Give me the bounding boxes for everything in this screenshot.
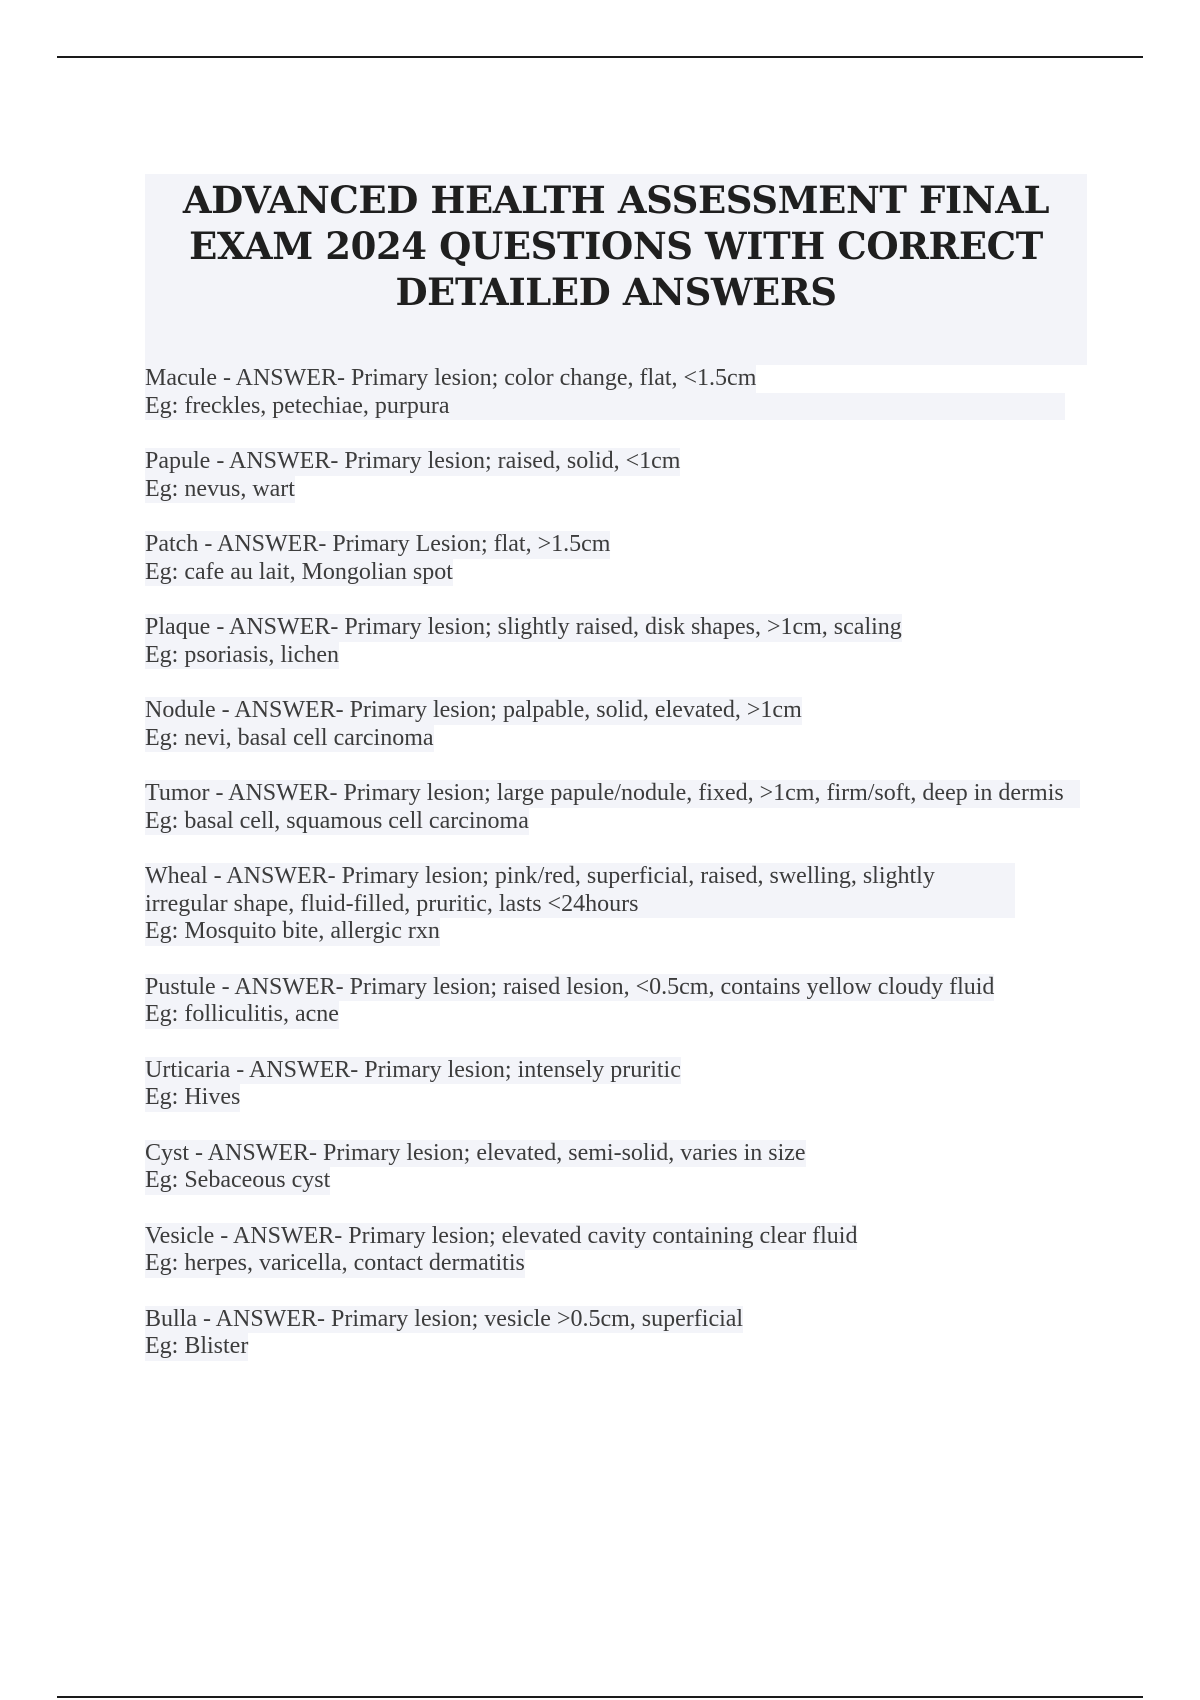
qa-item-bulla [145,1306,1105,1361]
qa-example: Eg: freckles, petechiae, purpura [145,393,1065,421]
qa-question: Urticaria - ANSWER- Primary lesion; intensely pruritic [145,1056,681,1083]
qa-question: Cyst - ANSWER- Primary lesion; elevated, semi-solid, varies in size [145,1139,806,1166]
qa-list [145,365,1105,1389]
qa-item-tumor [145,780,1105,835]
qa-example: Eg: basal cell, squamous cell carcinoma [145,807,529,834]
qa-question: Pustule - ANSWER- Primary lesion; raised lesion, <0.5cm, contains yellow cloudy fluid [145,973,995,1000]
qa-example: Eg: Blister [145,1333,249,1359]
qa-question: Wheal - ANSWER- Primary lesion; pink/red, superficial, raised, swelling, slightly irregular shape, fluid-filled, pruritic, lasts <24hours [145,863,1015,918]
document-title [145,174,1087,365]
qa-item-nodule [145,697,1105,752]
qa-item-wheal [145,863,1105,946]
qa-question: Bulla - ANSWER- Primary lesion; vesicle >0.5cm, superficial [145,1305,744,1332]
qa-example: Eg: cafe au lait, Mongolian spot [145,558,453,585]
qa-example: Eg: Hives [145,1084,241,1110]
qa-item-macule [145,365,1105,420]
qa-example: Eg: Mosquito bite, allergic rxn [145,918,440,944]
qa-question: Plaque - ANSWER- Primary lesion; slightly raised, disk shapes, >1cm, scaling [145,614,902,640]
qa-example: Eg: nevi, basal cell carcinoma [145,724,434,751]
qa-example: Eg: Sebaceous cyst [145,1167,331,1193]
qa-question: Patch - ANSWER- Primary Lesion; flat, >1.5cm [145,531,611,557]
qa-item-plaque [145,614,1105,669]
qa-example: Eg: psoriasis, lichen [145,641,339,668]
qa-question: Papule - ANSWER- Primary lesion; raised, solid, <1cm [145,448,681,474]
qa-example: Eg: herpes, varicella, contact dermatitis [145,1250,525,1276]
qa-example: Eg: folliculitis, acne [145,1001,339,1027]
top-rule [57,56,1143,58]
qa-question: Vesicle - ANSWER- Primary lesion; elevated cavity containing clear fluid [145,1222,858,1249]
qa-question: Macule - ANSWER- Primary lesion; color change, flat, <1.5cm [145,365,757,391]
bottom-rule [57,1696,1143,1698]
qa-item-papule [145,448,1105,503]
qa-question: Tumor - ANSWER- Primary lesion; large papule/nodule, fixed, >1cm, firm/soft, deep in dermis [145,780,1080,808]
qa-example: Eg: nevus, wart [145,475,295,502]
title-line: ADVANCED HEALTH ASSESSMENT FINAL [182,178,1050,222]
title-line: DETAILED ANSWERS [395,270,837,314]
title-line: EXAM 2024 QUESTIONS WITH CORRECT [189,224,1043,268]
qa-item-patch [145,531,1105,586]
qa-item-urticaria [145,1057,1105,1112]
qa-item-cyst [145,1140,1105,1195]
qa-question: Nodule - ANSWER- Primary lesion; palpable, solid, elevated, >1cm [145,697,802,723]
qa-item-vesicle [145,1223,1105,1278]
qa-item-pustule [145,974,1105,1029]
